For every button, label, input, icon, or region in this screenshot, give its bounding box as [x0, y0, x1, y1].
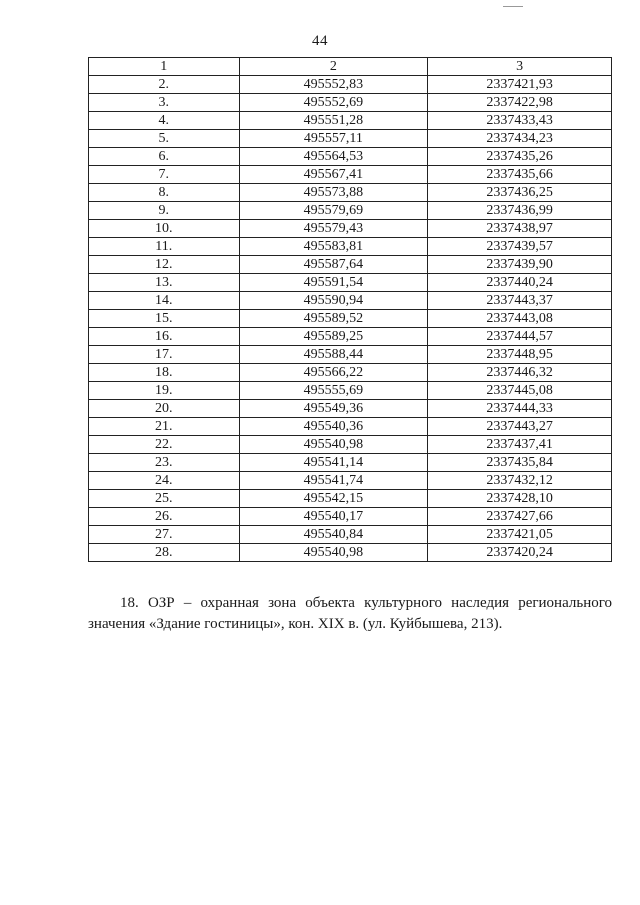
table-row	[89, 274, 612, 292]
cell-y-coordinate: 2337439,57	[428, 238, 612, 256]
cell-point-number: 11.	[89, 238, 240, 256]
table-row	[89, 130, 612, 148]
table-row	[89, 526, 612, 544]
cell-x-coordinate: 495567,41	[239, 166, 428, 184]
cell-point-number: 18.	[89, 364, 240, 382]
cell-y-coordinate: 2337443,37	[428, 292, 612, 310]
table-row	[89, 184, 612, 202]
cell-x-coordinate: 495540,98	[239, 544, 428, 562]
cell-x-coordinate: 495590,94	[239, 292, 428, 310]
cell-y-coordinate: 2337445,08	[428, 382, 612, 400]
cell-x-coordinate: 495591,54	[239, 274, 428, 292]
table-row	[89, 346, 612, 364]
table-row	[89, 364, 612, 382]
cell-y-coordinate: 2337435,66	[428, 166, 612, 184]
cell-y-coordinate: 2337421,05	[428, 526, 612, 544]
table-row	[89, 220, 612, 238]
cell-point-number: 6.	[89, 148, 240, 166]
cell-point-number: 28.	[89, 544, 240, 562]
cell-y-coordinate: 2337443,27	[428, 418, 612, 436]
table-row	[89, 400, 612, 418]
cell-point-number: 26.	[89, 508, 240, 526]
table-row	[89, 310, 612, 328]
table-header-row	[89, 58, 612, 76]
cell-y-coordinate: 2337422,98	[428, 94, 612, 112]
cell-point-number: 25.	[89, 490, 240, 508]
cell-x-coordinate: 495557,11	[239, 130, 428, 148]
cell-point-number: 2.	[89, 76, 240, 94]
cell-x-coordinate: 495587,64	[239, 256, 428, 274]
cell-point-number: 3.	[89, 94, 240, 112]
table-row	[89, 472, 612, 490]
table-row	[89, 238, 612, 256]
cell-y-coordinate: 2337440,24	[428, 274, 612, 292]
table-row	[89, 292, 612, 310]
cell-x-coordinate: 495540,17	[239, 508, 428, 526]
cell-point-number: 27.	[89, 526, 240, 544]
table-row	[89, 112, 612, 130]
cell-point-number: 12.	[89, 256, 240, 274]
table-row	[89, 436, 612, 454]
page-number: 44	[312, 33, 328, 49]
cell-point-number: 22.	[89, 436, 240, 454]
table-row	[89, 76, 612, 94]
cell-x-coordinate: 495540,36	[239, 418, 428, 436]
cell-point-number: 21.	[89, 418, 240, 436]
cell-x-coordinate: 495552,69	[239, 94, 428, 112]
table-body	[89, 76, 612, 562]
cell-y-coordinate: 2337432,12	[428, 472, 612, 490]
table-row	[89, 94, 612, 112]
coordinates-table	[88, 57, 612, 562]
cell-y-coordinate: 2337437,41	[428, 436, 612, 454]
table-row	[89, 490, 612, 508]
cell-x-coordinate: 495588,44	[239, 346, 428, 364]
cell-y-coordinate: 2337434,23	[428, 130, 612, 148]
cell-y-coordinate: 2337436,99	[428, 202, 612, 220]
cell-y-coordinate: 2337435,84	[428, 454, 612, 472]
cell-point-number: 20.	[89, 400, 240, 418]
cell-point-number: 16.	[89, 328, 240, 346]
cell-y-coordinate: 2337444,57	[428, 328, 612, 346]
cell-point-number: 24.	[89, 472, 240, 490]
table-row	[89, 382, 612, 400]
cell-y-coordinate: 2337438,97	[428, 220, 612, 238]
table-row	[89, 508, 612, 526]
cell-x-coordinate: 495589,25	[239, 328, 428, 346]
cell-y-coordinate: 2337427,66	[428, 508, 612, 526]
table-row	[89, 454, 612, 472]
cell-y-coordinate: 2337433,43	[428, 112, 612, 130]
column-header-y: 3	[428, 58, 612, 76]
cell-x-coordinate: 495573,88	[239, 184, 428, 202]
cell-point-number: 7.	[89, 166, 240, 184]
cell-x-coordinate: 495549,36	[239, 400, 428, 418]
cell-y-coordinate: 2337439,90	[428, 256, 612, 274]
cell-x-coordinate: 495540,84	[239, 526, 428, 544]
cell-x-coordinate: 495566,22	[239, 364, 428, 382]
table-row	[89, 544, 612, 562]
cell-y-coordinate: 2337420,24	[428, 544, 612, 562]
cell-y-coordinate: 2337428,10	[428, 490, 612, 508]
cell-point-number: 17.	[89, 346, 240, 364]
column-header-x: 2	[239, 58, 428, 76]
table-row	[89, 148, 612, 166]
table-header	[89, 58, 612, 76]
scan-artifact-line	[503, 6, 523, 7]
cell-x-coordinate: 495541,14	[239, 454, 428, 472]
cell-point-number: 14.	[89, 292, 240, 310]
cell-x-coordinate: 495551,28	[239, 112, 428, 130]
cell-point-number: 23.	[89, 454, 240, 472]
cell-y-coordinate: 2337446,32	[428, 364, 612, 382]
table-row	[89, 202, 612, 220]
cell-x-coordinate: 495583,81	[239, 238, 428, 256]
cell-x-coordinate: 495540,98	[239, 436, 428, 454]
cell-x-coordinate: 495552,83	[239, 76, 428, 94]
cell-point-number: 9.	[89, 202, 240, 220]
cell-x-coordinate: 495541,74	[239, 472, 428, 490]
table-row	[89, 418, 612, 436]
cell-y-coordinate: 2337448,95	[428, 346, 612, 364]
cell-point-number: 15.	[89, 310, 240, 328]
cell-y-coordinate: 2337443,08	[428, 310, 612, 328]
cell-point-number: 10.	[89, 220, 240, 238]
cell-point-number: 4.	[89, 112, 240, 130]
cell-point-number: 19.	[89, 382, 240, 400]
cell-x-coordinate: 495579,69	[239, 202, 428, 220]
cell-y-coordinate: 2337436,25	[428, 184, 612, 202]
cell-point-number: 8.	[89, 184, 240, 202]
zone-description-paragraph: 18. ОЗР – охранная зона объекта культурного наследия регионального значения «Здание гостиницы», кон. XIX в. (ул. Куйбышева, 213).	[88, 595, 612, 632]
cell-y-coordinate: 2337435,26	[428, 148, 612, 166]
cell-point-number: 5.	[89, 130, 240, 148]
table-row	[89, 256, 612, 274]
cell-x-coordinate: 495564,53	[239, 148, 428, 166]
cell-y-coordinate: 2337421,93	[428, 76, 612, 94]
cell-x-coordinate: 495579,43	[239, 220, 428, 238]
table-row	[89, 328, 612, 346]
cell-x-coordinate: 495542,15	[239, 490, 428, 508]
cell-x-coordinate: 495555,69	[239, 382, 428, 400]
cell-point-number: 13.	[89, 274, 240, 292]
cell-y-coordinate: 2337444,33	[428, 400, 612, 418]
column-header-point-number: 1	[89, 58, 240, 76]
table-row	[89, 166, 612, 184]
cell-x-coordinate: 495589,52	[239, 310, 428, 328]
